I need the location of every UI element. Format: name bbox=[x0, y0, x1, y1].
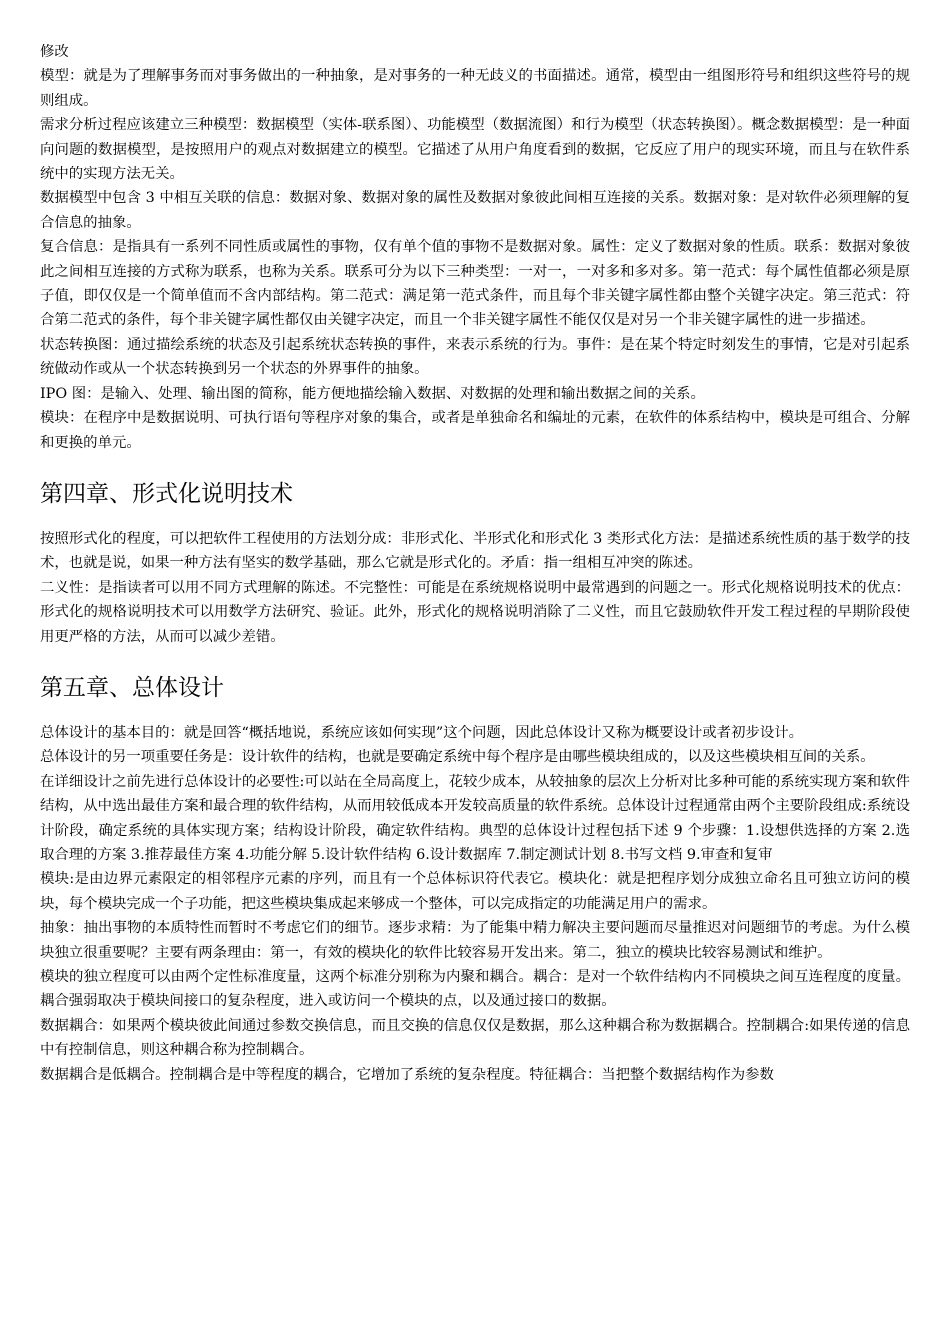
chapter-heading: 第四章、形式化说明技术 bbox=[40, 480, 293, 507]
paragraph: 修改 bbox=[40, 44, 69, 60]
chapter-5-section bbox=[40, 673, 910, 1087]
paragraph: 二义性：是指读者可以用不同方式理解的陈述。不完整性：可能是在系统规格说明中最常遇到的问题之一。形式化规格说明技术的优点：形式化的规格说明技术可以用数学方法研究、验证。此外，形式化的规格说明消除了二义性，而且它鼓励软件开发工程过程的早期阶段使用更严格的方法，从而可以减少差错。 bbox=[40, 579, 910, 645]
paragraph: 模块：在程序中是数据说明、可执行语句等程序对象的集合，或者是单独命名和编址的元素，在软件的体系结构中，模块是可组合、分解和更换的单元。 bbox=[40, 410, 910, 451]
paragraph: 复合信息：是指具有一系列不同性质或属性的事物，仅有单个值的事物不是数据对象。属性：定义了数据对象的性质。联系：数据对象彼此之间相互连接的方式称为联系，也称为关系。联系可分为以下三种类型：一对一，一对多和多对多。第一范式：每个属性值都必须是原子值，即仅仅是一个简单值而不含内部结构。第二范式：满足第一范式条件，而且每个非关键字属性都由整个关键字决定。第三范式：符合第二范式的条件，每个非关键字属性都仅由关键字决定，而且一个非关键字属性不能仅仅是对另一个非关键字属性的进一步描述。 bbox=[40, 239, 910, 329]
paragraph: 状态转换图：通过描绘系统的状态及引起系统状态转换的事件，来表示系统的行为。事件：是在某个特定时刻发生的事情，它是对引起系统做动作或从一个状态转换到另一个状态的外界事件的抽象。 bbox=[40, 336, 910, 378]
paragraph: 数据耦合：如果两个模块彼此间通过参数交换信息，而且交换的信息仅仅是数据，那么这种耦合称为数据耦合。控制耦合:如果传递的信息中有控制信息，则这种耦合称为控制耦合。 bbox=[40, 1017, 910, 1059]
paragraph: 模块的独立程度可以由两个定性标准度量，这两个标准分别称为内聚和耦合。耦合：是对一个软件结构内不同模块之间互连程度的度量。耦合强弱取决于模块间接口的复杂程度，进入或访问一个模块的点，以及通过接口的数据。 bbox=[40, 969, 910, 1010]
paragraph: IPO 图：是输入、处理、输出图的简称，能方便地描绘输入数据、对数据的处理和输出数据之间的关系。 bbox=[40, 385, 705, 402]
paragraph: 按照形式化的程度，可以把软件工程使用的方法划分成：非形式化、半形式化和形式化 3 类形式化方法：是描述系统性质的基于数学的技术，也就是说，如果一种方法有坚实的数学基础，那么它就是形式化的。矛盾：指一组相互冲突的陈述。 bbox=[40, 530, 910, 572]
chapter-heading: 第五章、总体设计 bbox=[40, 674, 224, 701]
paragraph: 数据耦合是低耦合。控制耦合是中等程度的耦合，它增加了系统的复杂程度。特征耦合：当把整个数据结构作为参数 bbox=[40, 1066, 774, 1083]
paragraph: 模型：就是为了理解事务而对事务做出的一种抽象，是对事务的一种无歧义的书面描述。通常，模型由一组图形符号和组织这些符号的规则组成。 bbox=[40, 68, 910, 109]
paragraph: 数据模型中包含 3 中相互关联的信息：数据对象、数据对象的属性及数据对象彼此间相互连接的关系。数据对象：是对软件必须理解的复合信息的抽象。 bbox=[40, 190, 910, 231]
paragraph: 在详细设计之前先进行总体设计的必要性:可以站在全局高度上，花较少成本，从较抽象的层次上分析对比多种可能的系统实现方案和软件结构，从中选出最佳方案和最合理的软件结构，从而用较低成本开发较高质量的软件系统。总体设计过程通常由两个主要阶段组成:系统设计阶段，确定系统的具体实现方案；结构设计阶段，确定软件结构。典型的总体设计过程包括下述 9 个步骤：1.设想供选择的方案 2.选取合理的方案 3.推荐最佳方案 4.功能分解 5.设计软件结构 6.设计数据库 7.制定测试计划 8.书写文档 9.审查和复审 bbox=[40, 773, 910, 863]
paragraph: 抽象：抽出事物的本质特性而暂时不考虑它们的细节。逐步求精：为了能集中精力解决主要问题而尽量推迟对问题细节的考虑。为什么模块独立很重要呢？主要有两条理由：第一，有效的模块化的软件比较容易开发出来。第二，独立的模块比较容易测试和维护。 bbox=[40, 920, 910, 961]
paragraph: 模块:是由边界元素限定的相邻程序元素的序列，而且有一个总体标识符代表它。模块化：就是把程序划分成独立命名且可独立访问的模块，每个模块完成一个子功能，把这些模块集成起来够成一个整体，可以完成指定的功能满足用户的需求。 bbox=[40, 871, 910, 912]
paragraph: 总体设计的基本目的：就是回答“概括地说，系统应该如何实现”这个问题，因此总体设计又称为概要设计或者初步设计。 bbox=[40, 724, 804, 741]
intro-section bbox=[40, 40, 910, 455]
paragraph: 总体设计的另一项重要任务是：设计软件的结构，也就是要确定系统中每个程序是由哪些模块组成的，以及这些模块相互间的关系。 bbox=[40, 749, 875, 766]
document-page bbox=[40, 40, 910, 1087]
chapter-4-section bbox=[40, 479, 910, 649]
paragraph: 需求分析过程应该建立三种模型：数据模型（实体-联系图）、功能模型（数据流图）和行为模型（状态转换图）。概念数据模型：是一种面向问题的数据模型，是按照用户的观点对数据建立的模型。它描述了从用户角度看到的数据，它反应了用户的现实环境，而且与在软件系统中的实现方法无关。 bbox=[40, 117, 910, 183]
